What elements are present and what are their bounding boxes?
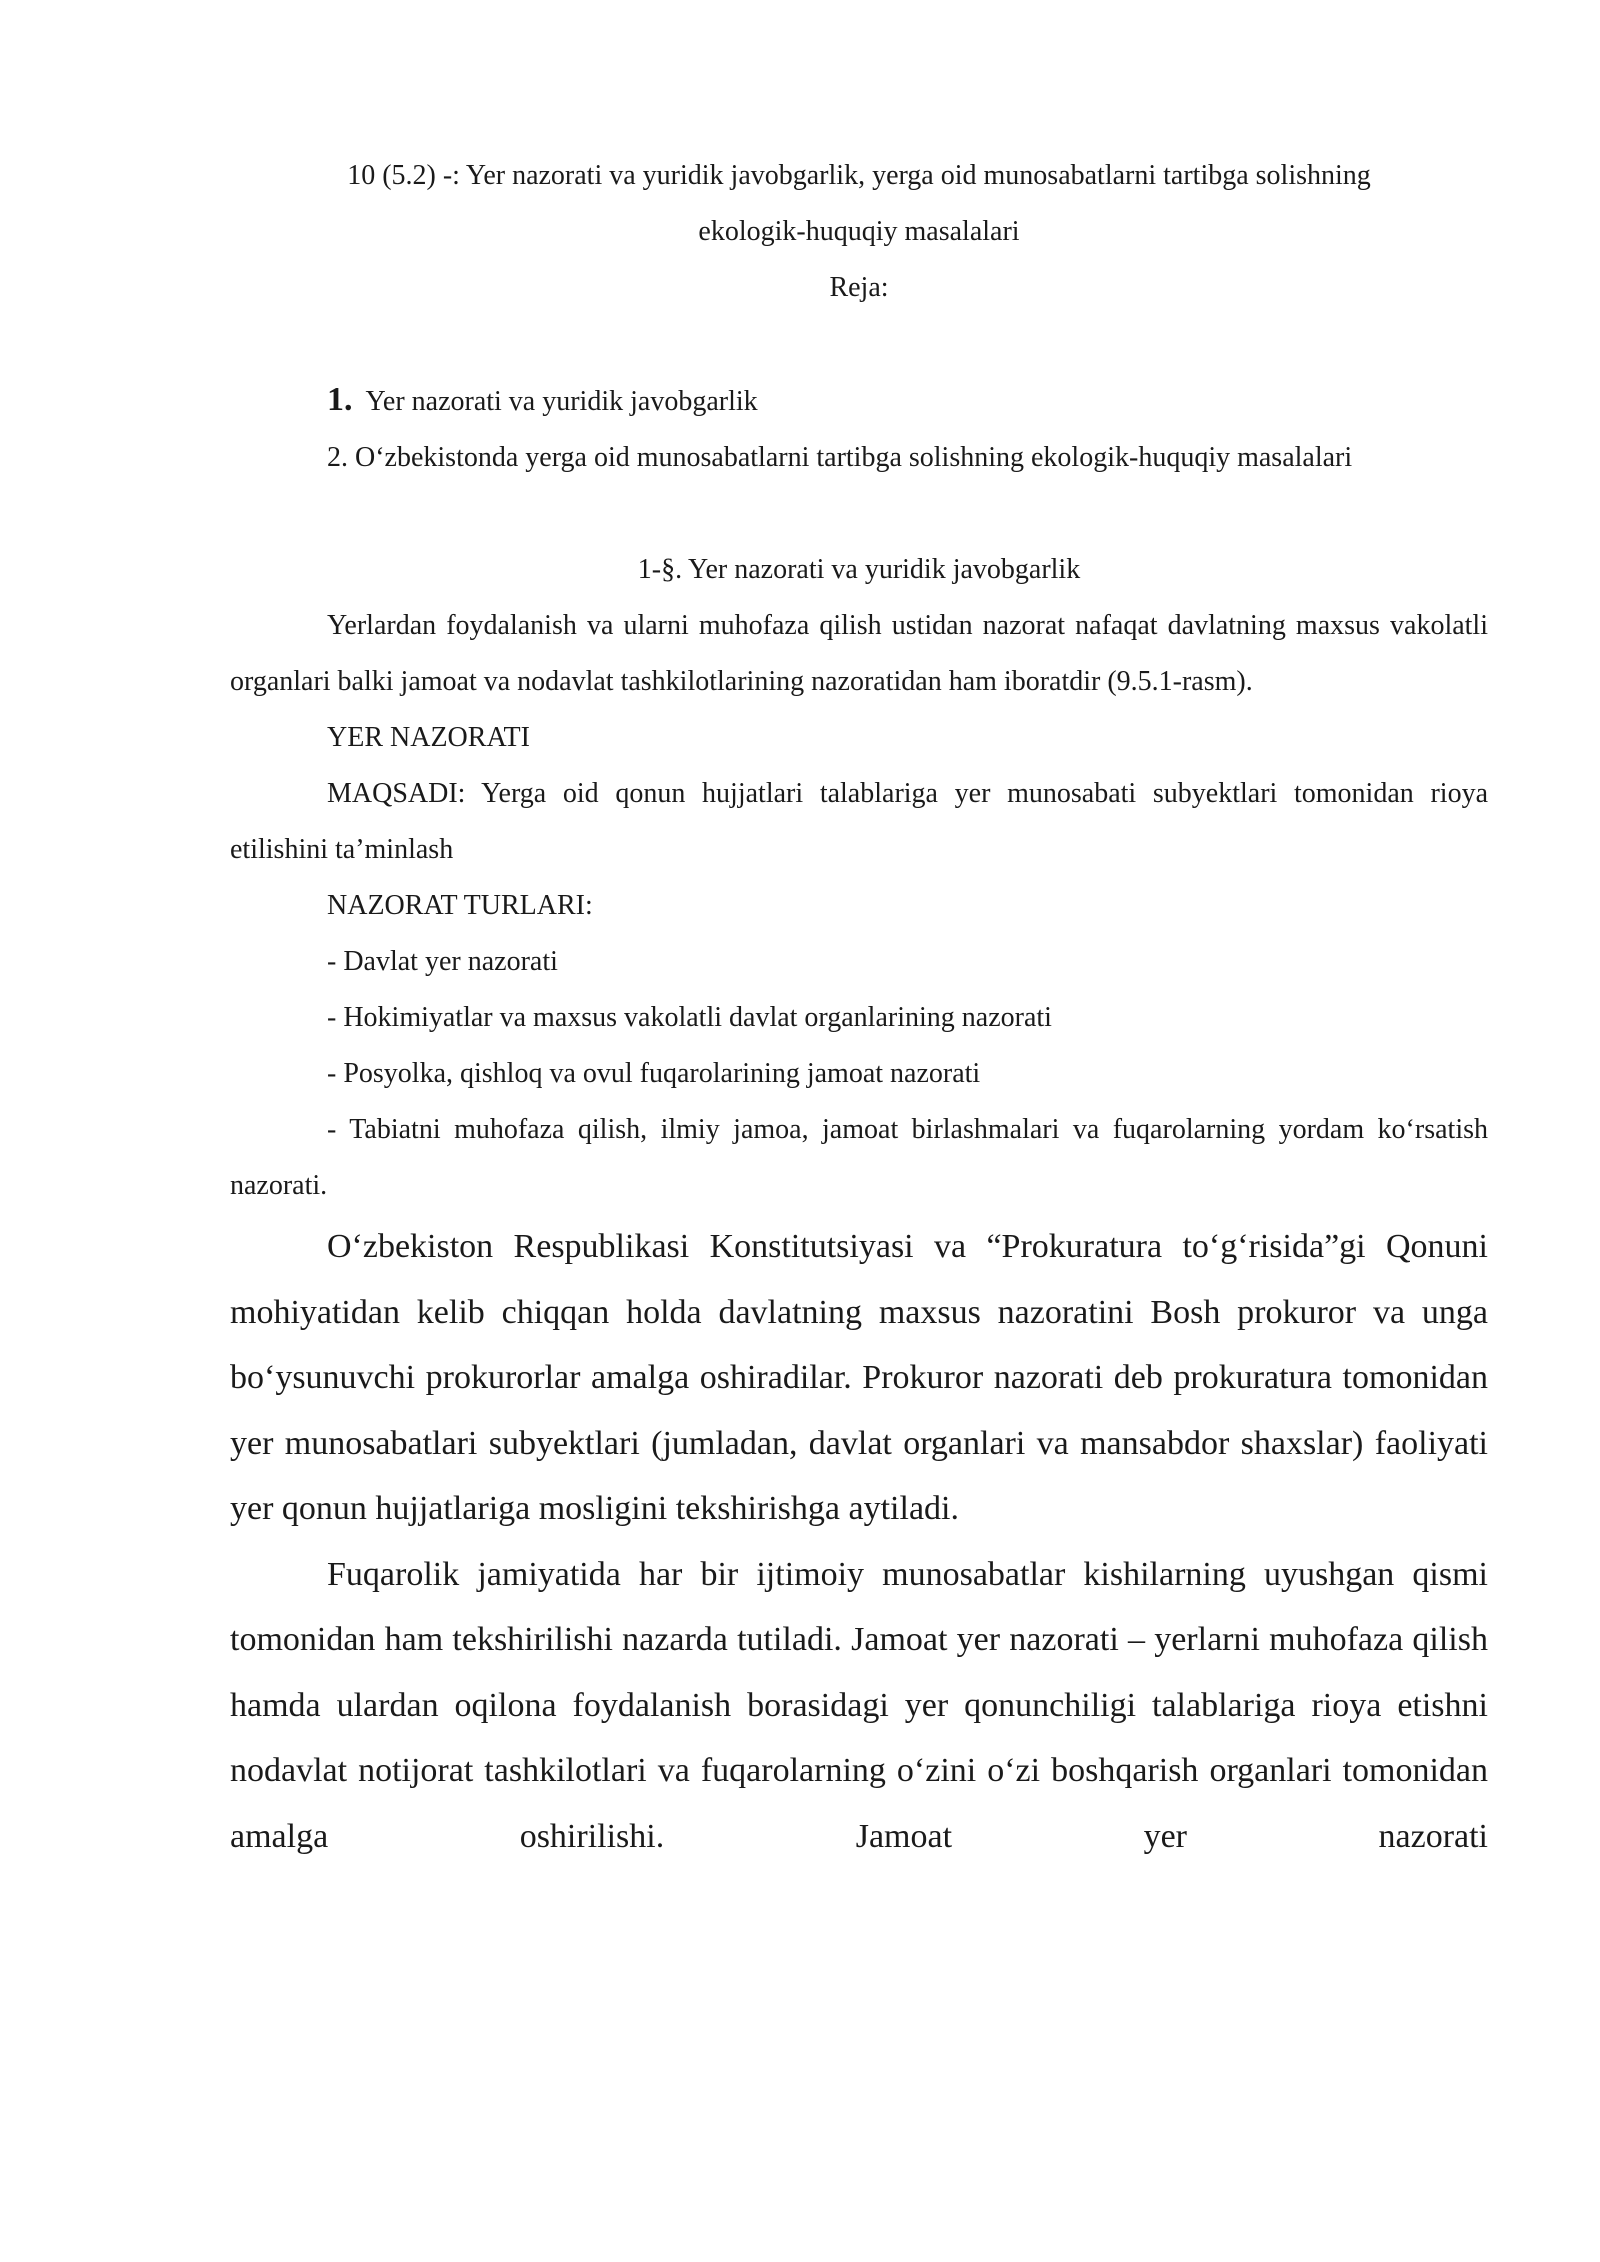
section-1: [230, 542, 1488, 1214]
body-text: [230, 1214, 1488, 1869]
prosecutor-paragraph: O‘zbekiston Respublikasi Konstitutsiyasi va “Prokuratura to‘g‘risida”gi Qonuni mohiyatidan kelib chiqqan holda davlatning maxsus nazoratini Bosh prokuror va unga bo‘ysunuvchi prokurorlar amalga oshiradilar. Prokuror nazorati deb prokuratura tomonidan yer munosabatlari subyektlari (jumladan, davlat organlari va mansabdor shaxslar) faoliyati yer qonun hujjatlariga mosligini tekshirishga aytiladi.: [230, 1228, 1488, 1527]
plan-item-2: [230, 430, 1488, 486]
plan-item-number: 1.: [327, 381, 353, 418]
plan-item-text: O‘zbekistonda yerga oid munosabatlarni tartibga solishning ekologik-huquqiy masalalari: [355, 442, 1353, 473]
plan-item-number: 2.: [327, 442, 348, 473]
types-heading: NAZORAT TURLARI:: [327, 890, 593, 921]
types-item: - Hokimiyatlar va maxsus vakolatli davlat organlarining nazorati: [327, 1002, 1052, 1033]
purpose-paragraph: MAQSADI: Yerga oid qonun hujjatlari talablariga yer munosabati subyektlari tomonidan rioya etilishini ta’minlash: [230, 778, 1488, 865]
plan-item-1: [230, 372, 1488, 430]
spacer: [230, 316, 1488, 372]
title-line-1: 10 (5.2) -: Yer nazorati va yuridik javobgarlik, yerga oid munosabatlarni tartibga solishning: [347, 160, 1371, 191]
plan-list: [230, 372, 1488, 486]
document-content: [230, 148, 1488, 1869]
plan-item-text: Yer nazorati va yuridik javobgarlik: [365, 386, 758, 417]
title-line-2: ekologik-huquqiy masalalari: [698, 216, 1020, 247]
types-item: - Tabiatni muhofaza qilish, ilmiy jamoa, jamoat birlashmalari va fuqarolarning yordam ko‘rsatish nazorati.: [230, 1114, 1488, 1201]
plan-heading: Reja:: [829, 272, 889, 303]
figure-title: YER NAZORATI: [327, 722, 530, 753]
document-header: [230, 148, 1488, 316]
spacer: [230, 486, 1488, 542]
intro-paragraph: Yerlardan foydalanish va ularni muhofaza qilish ustidan nazorat nafaqat davlatning maxsus vakolatli organlari balki jamoat va nodavlat tashkilotlarining nazoratidan ham iboratdir (9.5.1-rasm).: [230, 610, 1488, 697]
section-heading: 1-§. Yer nazorati va yuridik javobgarlik: [637, 554, 1081, 585]
types-item: - Davlat yer nazorati: [327, 946, 558, 977]
public-control-paragraph: Fuqarolik jamiyatida har bir ijtimoiy munosabatlar kishilarning uyushgan qismi tomonidan ham tekshirilishi nazarda tutiladi. Jamoat yer nazorati – yerlarni muhofaza qilish hamda ulardan oqilona foydalanish borasidagi yer qonunchiligi talablariga rioya etishni nodavlat notijorat tashkilotlari va fuqarolarning o‘zini o‘zi boshqarish organlari tomonidan amalga oshirilishi. Jamoat yer nazorati: [230, 1555, 1488, 1855]
types-item: - Posyolka, qishloq va ovul fuqarolarining jamoat nazorati: [327, 1058, 981, 1089]
